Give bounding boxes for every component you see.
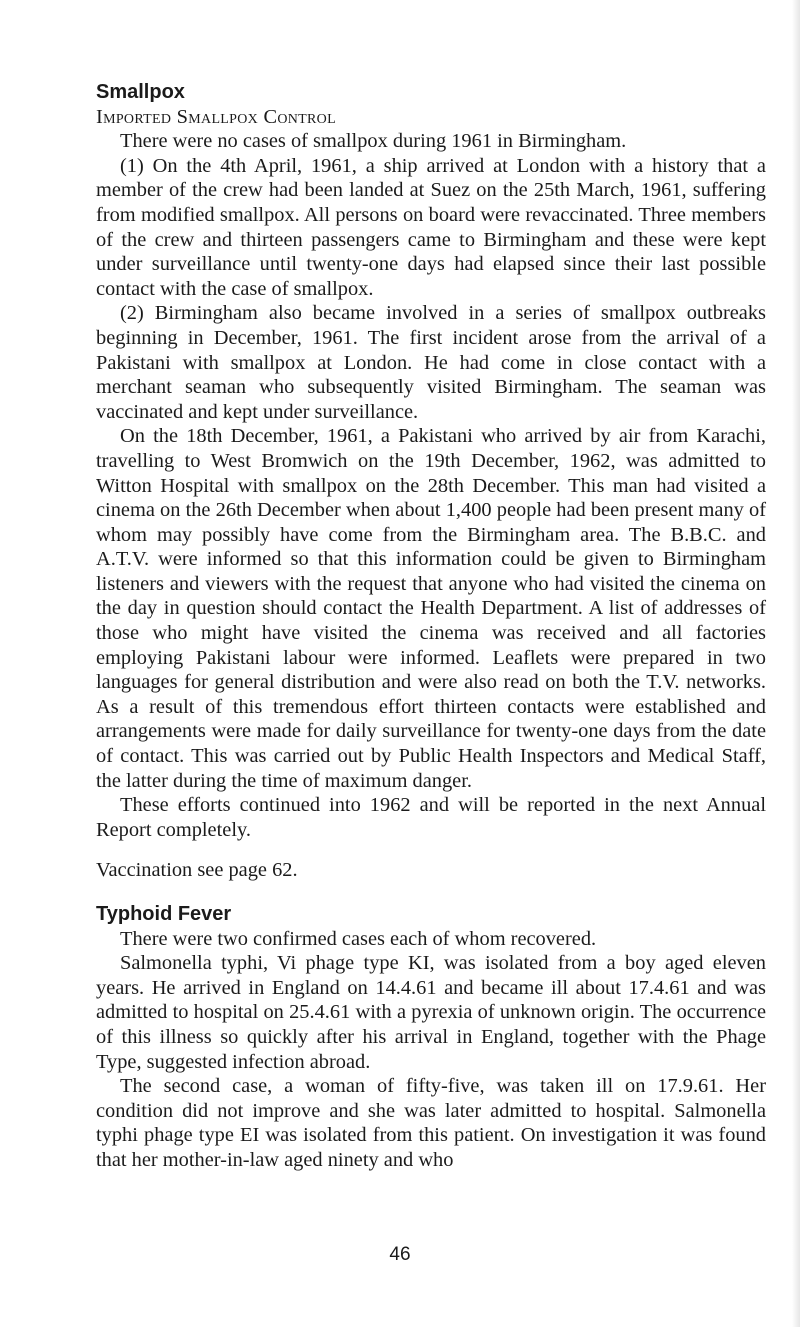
imported-smallpox-control-subheading: Imported Smallpox Control <box>96 105 336 128</box>
typhoid-paragraph: There were two confirmed cases each of whom recovered. <box>120 927 597 950</box>
page-edge-shadow <box>792 0 800 1327</box>
section-spacer <box>96 842 766 858</box>
typhoid-fever-heading: Typhoid Fever <box>96 903 232 925</box>
smallpox-paragraph: (1) On the 4th April, 1961, a ship arrived at London with a history that a member of the crew had been landed at Suez on the 25th March, 1961, suffering from modified smallpox. All persons on board were revaccinated. Three members of the crew and thirteen passengers came to Birmingham and these were kept under surveillance until twenty-one days had elapsed since their last possible contact with the case of smallpox. <box>96 154 766 300</box>
smallpox-paragraph: On the 18th December, 1961, a Pakistani who arrived by air from Karachi, travelling to West Bromwich on the 19th December, 1962, was admitted to Witton Hospital with smallpox on the 28th December. This man had visited a cinema on the 26th December when about 1,400 people had been present many of whom may possibly have come from the Birmingham area. The B.B.C. and A.T.V. were informed so that this information could be given to Birmingham listeners and viewers with the request that anyone who had visited the cinema on the day in question should contact the Health Department. A list of addresses of those who might have visited the cinema was received and all factories employing Pakistani labour were informed. Leaflets were prepared in two languages for general distribution and were also read on both the T.V. networks. As a result of this tremendous effort thirteen contacts were established and arrangements were made for daily surveillance for twenty-one days from the date of contact. This was carried out by Public Health Inspectors and Medical Staff, the latter during the time of maximum danger. <box>96 425 766 792</box>
typhoid-paragraph: Salmonella typhi, Vi phage type KI, was isolated from a boy aged eleven years. He arrived in England on 14.4.61 and became ill about 17.4.61 and was admitted to hospital on 25.4.61 with a pyrexia of unknown origin. The occurrence of this illness so quickly after his arrival in England, together with the Phage Type, suggested infection abroad. <box>96 952 766 1073</box>
smallpox-paragraph: These efforts continued into 1962 and will be reported in the next Annual Report completely. <box>96 794 766 841</box>
smallpox-paragraph: There were no cases of smallpox during 1961 in Birmingham. <box>120 130 627 153</box>
page-number: 46 <box>389 1244 411 1265</box>
page-content <box>96 80 766 1173</box>
smallpox-paragraph: (2) Birmingham also became involved in a series of smallpox outbreaks beginning in December, 1961. The first incident arose from the arrival of a Pakistani with smallpox at London. He had come in close contact with a merchant seaman who subsequently visited Birmingham. The seaman was vaccinated and kept under surveillance. <box>96 302 766 423</box>
vaccination-note: Vaccination see page 62. <box>96 859 298 882</box>
smallpox-heading: Smallpox <box>96 81 185 103</box>
section-spacer <box>96 883 766 902</box>
typhoid-paragraph: The second case, a woman of fifty-five, was taken ill on 17.9.61. Her condition did not improve and she was later admitted to hospital. Salmonella typhi phage type EI was isolated from this patient. On investigation it was found that her mother-in-law aged ninety and who <box>96 1075 766 1171</box>
